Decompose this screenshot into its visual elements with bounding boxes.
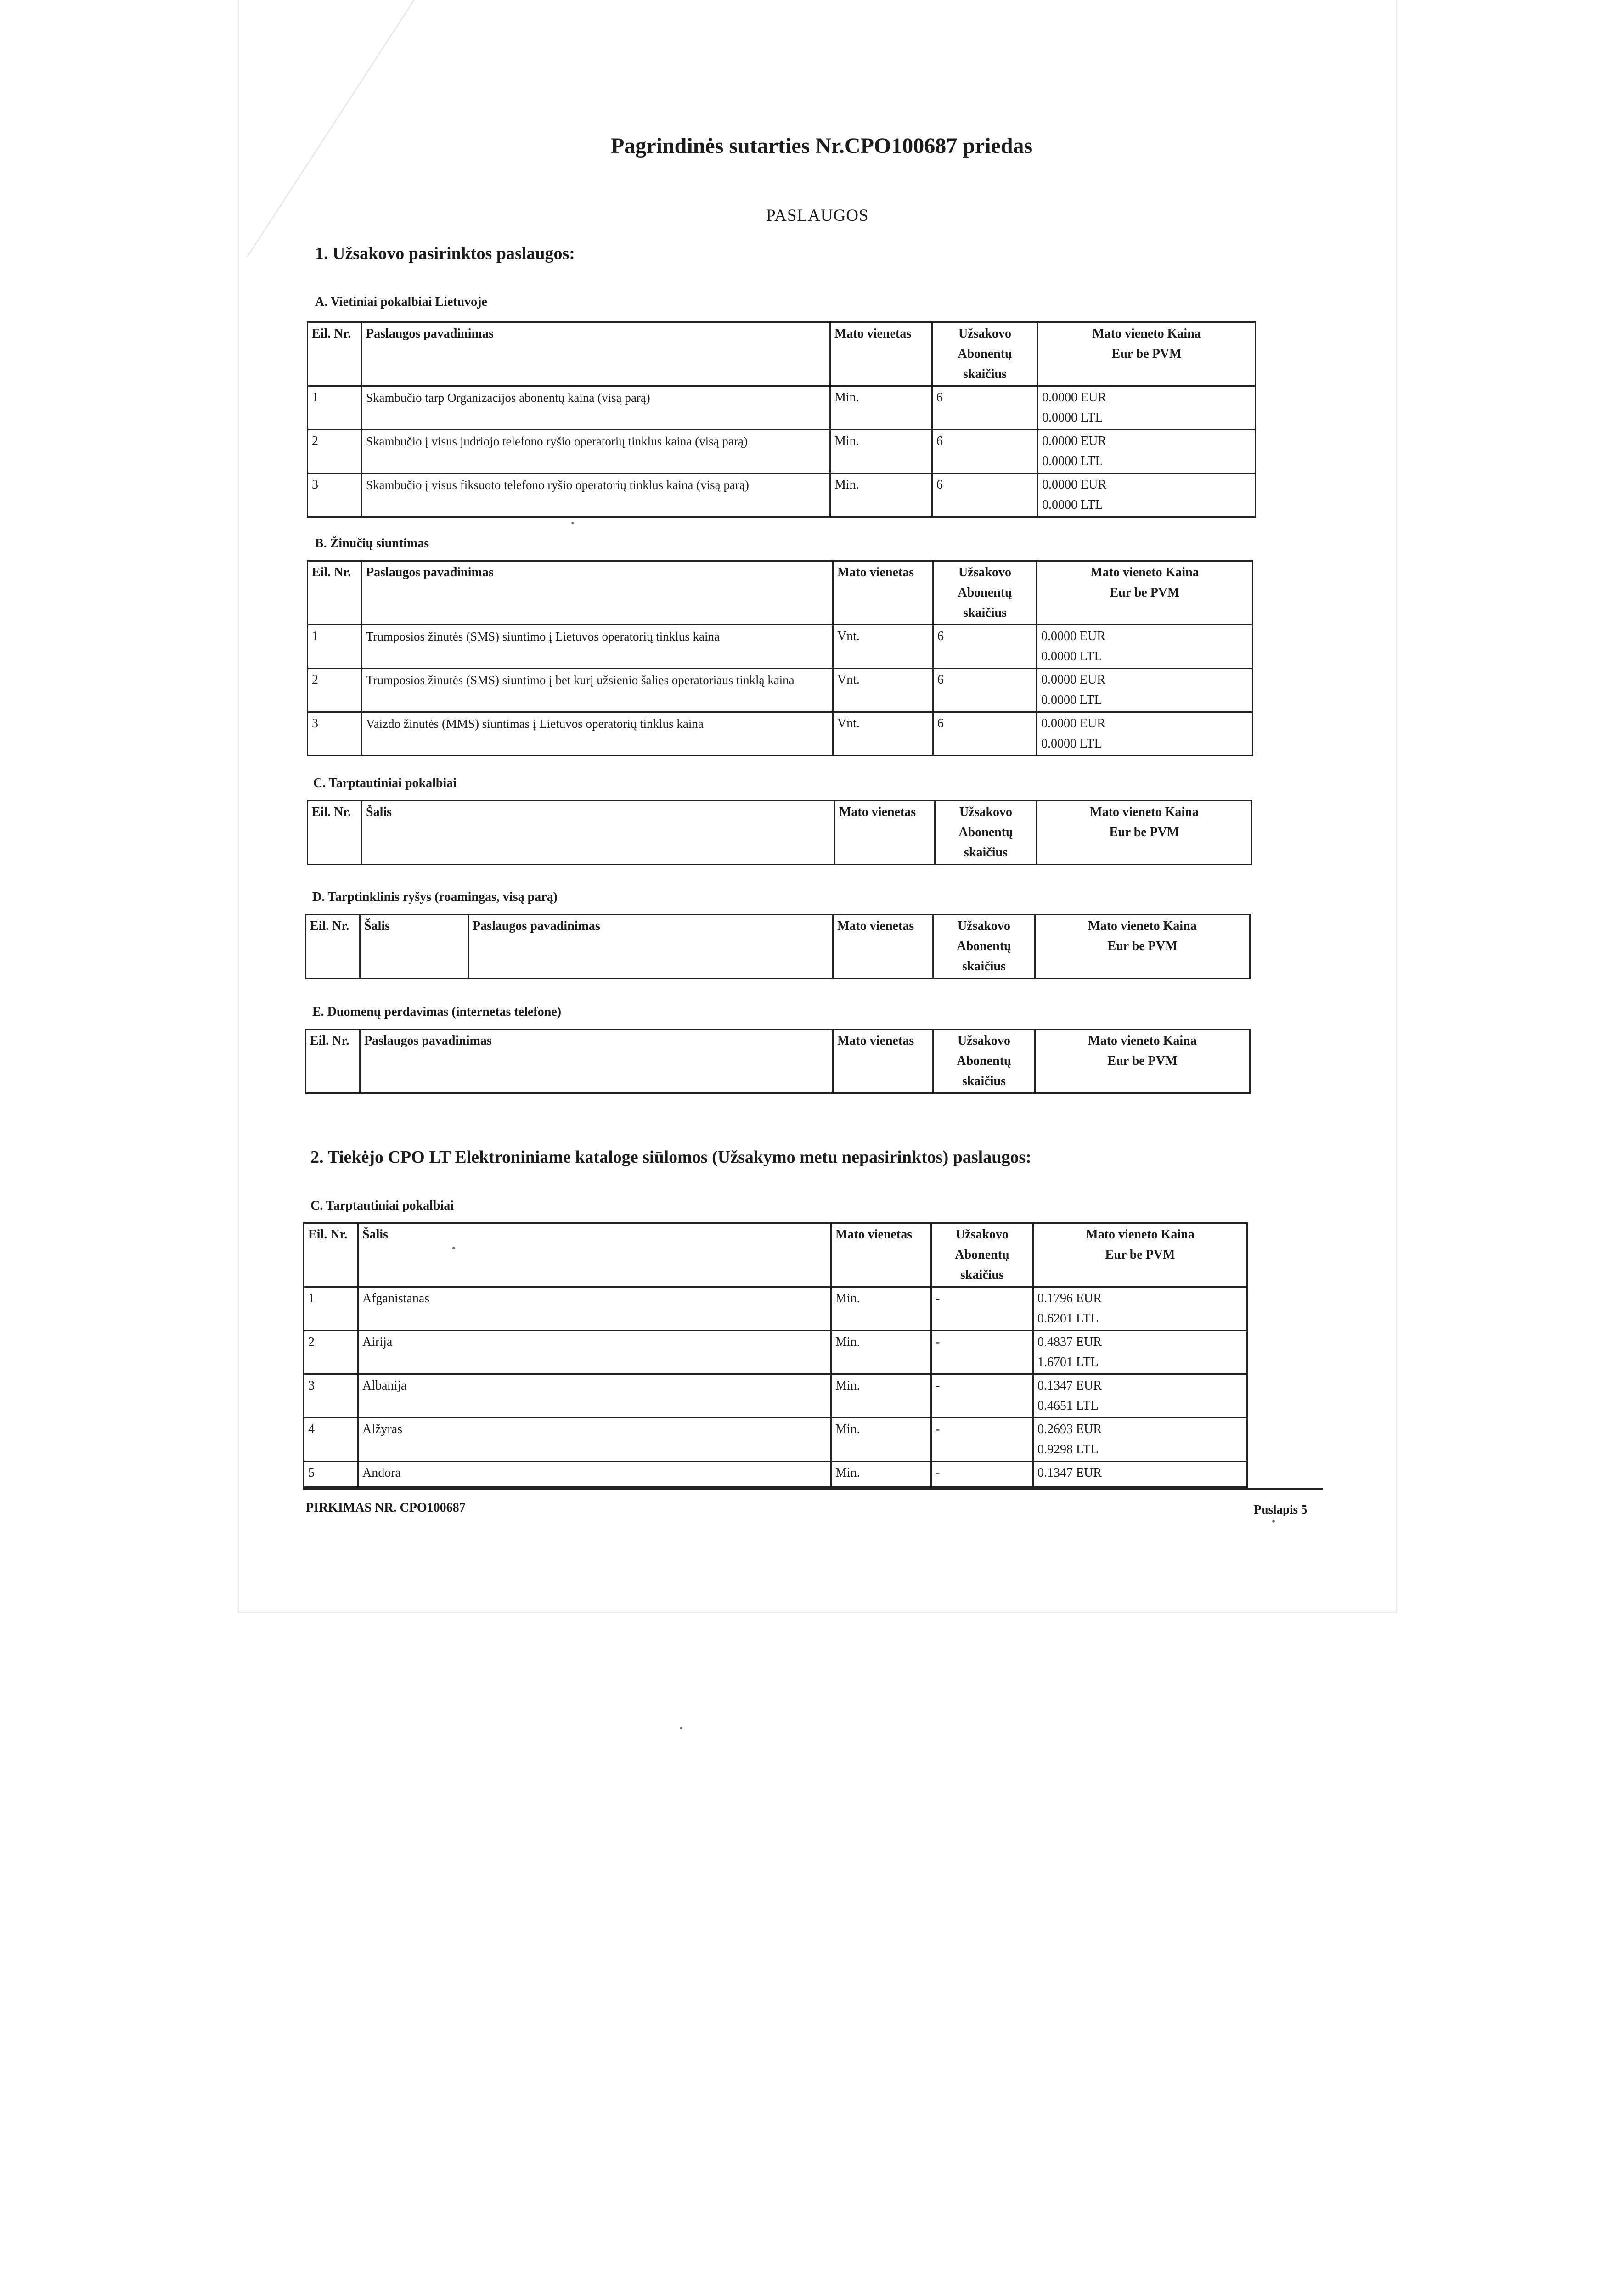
cell-nr: 4 bbox=[304, 1418, 358, 1462]
cell-price: 0.1347 EUR bbox=[1033, 1462, 1247, 1487]
cell-unit: Min. bbox=[831, 1287, 931, 1331]
table-header-row bbox=[308, 801, 1252, 865]
header-kaina: Mato vieneto Kaina Eur be PVM bbox=[1037, 561, 1253, 625]
scan-speck bbox=[452, 1247, 455, 1249]
footer-separator bbox=[303, 1488, 1323, 1490]
header-mato-vienetas: Mato vienetas bbox=[831, 1223, 931, 1287]
table-row bbox=[308, 473, 1256, 517]
cell-unit: Min. bbox=[831, 1418, 931, 1462]
cell-unit: Min. bbox=[830, 386, 932, 430]
header-paslaugos: Paslaugos pavadinimas bbox=[360, 1030, 833, 1093]
header-paslaugos: Paslaugos pavadinimas bbox=[468, 915, 833, 979]
cell-nr: 2 bbox=[308, 430, 362, 473]
header-eil-nr: Eil. Nr. bbox=[306, 1030, 360, 1093]
footer-purchase-number: PIRKIMAS NR. CPO100687 bbox=[306, 1501, 466, 1515]
header-uzsakovo: Užsakovo Abonentų skaičius bbox=[935, 801, 1037, 865]
cell-count: 6 bbox=[932, 473, 1038, 517]
cell-price: 0.0000 EUR 0.0000 LTL bbox=[1037, 712, 1253, 756]
cell-nr: 1 bbox=[308, 386, 362, 430]
header-salis: Šalis bbox=[360, 915, 468, 979]
cell-name: Skambučio į visus fiksuoto telefono ryšio operatorių tinklus kaina (visą parą) bbox=[362, 473, 830, 517]
header-mato-vienetas: Mato vienetas bbox=[830, 322, 932, 386]
cell-count: 6 bbox=[933, 669, 1037, 712]
table-b-title: B. Žinučių siuntimas bbox=[315, 536, 429, 551]
document-title: Pagrindinės sutarties Nr.CPO100687 priedas bbox=[611, 134, 1033, 158]
table-row bbox=[308, 669, 1253, 712]
cell-nr: 3 bbox=[304, 1374, 358, 1418]
header-kaina: Mato vieneto Kaina Eur be PVM bbox=[1035, 915, 1250, 979]
cell-nr: 1 bbox=[304, 1287, 358, 1331]
header-salis: Šalis bbox=[358, 1223, 831, 1287]
header-uzsakovo: Užsakovo Abonentų skaičius bbox=[931, 1223, 1033, 1287]
cell-nr: 1 bbox=[308, 625, 362, 669]
header-mato-vienetas: Mato vienetas bbox=[835, 801, 935, 865]
table-row bbox=[304, 1331, 1247, 1374]
table-row bbox=[304, 1287, 1247, 1331]
section2-heading: 2. Tiekėjo CPO LT Elektroniniame kataloge siūlomos (Užsakymo metu nepasirinktos) paslaugos: bbox=[310, 1148, 1031, 1167]
footer-page-number: Puslapis 5 bbox=[1254, 1503, 1308, 1516]
table-c bbox=[307, 800, 1252, 865]
table-header-row bbox=[304, 1223, 1247, 1287]
cell-count: - bbox=[931, 1418, 1033, 1462]
header-paslaugos: Paslaugos pavadinimas bbox=[362, 322, 830, 386]
table-a-title: A. Vietiniai pokalbiai Lietuvoje bbox=[315, 295, 487, 309]
cell-nr: 5 bbox=[304, 1462, 358, 1487]
table-d bbox=[305, 914, 1251, 979]
header-uzsakovo: Užsakovo Abonentų skaičius bbox=[933, 915, 1035, 979]
table-row bbox=[304, 1374, 1247, 1418]
cell-price: 0.0000 EUR 0.0000 LTL bbox=[1037, 669, 1253, 712]
cell-count: 6 bbox=[933, 625, 1037, 669]
cell-count: 6 bbox=[933, 712, 1037, 756]
cell-name: Alžyras bbox=[358, 1418, 831, 1462]
cell-price: 0.0000 EUR 0.0000 LTL bbox=[1038, 430, 1256, 473]
cell-price: 0.1347 EUR 0.4651 LTL bbox=[1033, 1374, 1247, 1418]
header-paslaugos: Paslaugos pavadinimas bbox=[362, 561, 833, 625]
header-kaina: Mato vieneto Kaina Eur be PVM bbox=[1037, 801, 1252, 865]
cell-price: 0.0000 EUR 0.0000 LTL bbox=[1038, 386, 1256, 430]
table-row bbox=[304, 1462, 1247, 1487]
cell-unit: Min. bbox=[831, 1462, 931, 1487]
cell-nr: 2 bbox=[304, 1331, 358, 1374]
cell-name: Afganistanas bbox=[358, 1287, 831, 1331]
table-row bbox=[308, 430, 1256, 473]
cell-unit: Vnt. bbox=[833, 712, 933, 756]
cell-unit: Vnt. bbox=[833, 625, 933, 669]
table-c2 bbox=[303, 1222, 1248, 1488]
table-header-row bbox=[306, 1030, 1250, 1093]
cell-name: Skambučio į visus judriojo telefono ryšio operatorių tinklus kaina (visą parą) bbox=[362, 430, 830, 473]
table-row bbox=[308, 712, 1253, 756]
cell-name: Trumposios žinutės (SMS) siuntimo į bet kurį užsienio šalies operatoriaus tinklą kaina bbox=[362, 669, 833, 712]
table-row bbox=[308, 625, 1253, 669]
cell-price: 0.2693 EUR 0.9298 LTL bbox=[1033, 1418, 1247, 1462]
cell-name: Trumposios žinutės (SMS) siuntimo į Lietuvos operatorių tinklus kaina bbox=[362, 625, 833, 669]
cell-name: Airija bbox=[358, 1331, 831, 1374]
header-kaina: Mato vieneto Kaina Eur be PVM bbox=[1033, 1223, 1247, 1287]
header-eil-nr: Eil. Nr. bbox=[308, 561, 362, 625]
cell-unit: Vnt. bbox=[833, 669, 933, 712]
cell-name: Albanija bbox=[358, 1374, 831, 1418]
cell-price: 0.4837 EUR 1.6701 LTL bbox=[1033, 1331, 1247, 1374]
cell-count: - bbox=[931, 1462, 1033, 1487]
cell-name: Andora bbox=[358, 1462, 831, 1487]
cell-nr: 2 bbox=[308, 669, 362, 712]
header-eil-nr: Eil. Nr. bbox=[306, 915, 360, 979]
header-kaina: Mato vieneto Kaina Eur be PVM bbox=[1035, 1030, 1250, 1093]
header-eil-nr: Eil. Nr. bbox=[308, 322, 362, 386]
header-uzsakovo: Užsakovo Abonentų skaičius bbox=[932, 322, 1038, 386]
header-uzsakovo: Užsakovo Abonentų skaičius bbox=[933, 1030, 1035, 1093]
header-uzsakovo: Užsakovo Abonentų skaičius bbox=[933, 561, 1037, 625]
cell-unit: Min. bbox=[831, 1374, 931, 1418]
cell-count: - bbox=[931, 1287, 1033, 1331]
table-header-row bbox=[308, 561, 1253, 625]
cell-count: - bbox=[931, 1331, 1033, 1374]
header-salis: Šalis bbox=[362, 801, 835, 865]
scan-speck bbox=[571, 522, 574, 524]
header-mato-vienetas: Mato vienetas bbox=[833, 561, 933, 625]
table-b bbox=[307, 560, 1253, 756]
cell-name: Vaizdo žinutės (MMS) siuntimas į Lietuvos operatorių tinklus kaina bbox=[362, 712, 833, 756]
scan-speck bbox=[1272, 1520, 1275, 1523]
table-row bbox=[308, 386, 1256, 430]
table-d-title: D. Tarptinklinis ryšys (roamingas, visą parą) bbox=[312, 890, 558, 904]
table-c2-title: C. Tarptautiniai pokalbiai bbox=[310, 1199, 454, 1213]
section1-heading: 1. Užsakovo pasirinktos paslaugos: bbox=[315, 244, 575, 263]
table-c-title: C. Tarptautiniai pokalbiai bbox=[313, 776, 457, 790]
header-eil-nr: Eil. Nr. bbox=[304, 1223, 358, 1287]
cell-nr: 3 bbox=[308, 473, 362, 517]
scan-speck bbox=[680, 1727, 682, 1729]
table-e-title: E. Duomenų perdavimas (internetas telefone) bbox=[312, 1005, 562, 1019]
table-row bbox=[304, 1418, 1247, 1462]
header-kaina: Mato vieneto Kaina Eur be PVM bbox=[1038, 322, 1256, 386]
document-subtitle: PASLAUGOS bbox=[766, 206, 869, 225]
table-e bbox=[305, 1029, 1251, 1094]
cell-name: Skambučio tarp Organizacijos abonentų kaina (visą parą) bbox=[362, 386, 830, 430]
table-a bbox=[307, 321, 1256, 518]
cell-price: 0.0000 EUR 0.0000 LTL bbox=[1038, 473, 1256, 517]
cell-nr: 3 bbox=[308, 712, 362, 756]
cell-unit: Min. bbox=[830, 473, 932, 517]
header-mato-vienetas: Mato vienetas bbox=[833, 1030, 933, 1093]
cell-price: 0.1796 EUR 0.6201 LTL bbox=[1033, 1287, 1247, 1331]
table-header-row bbox=[306, 915, 1250, 979]
header-eil-nr: Eil. Nr. bbox=[308, 801, 362, 865]
table-header-row bbox=[308, 322, 1256, 386]
cell-price: 0.0000 EUR 0.0000 LTL bbox=[1037, 625, 1253, 669]
cell-count: 6 bbox=[932, 430, 1038, 473]
header-mato-vienetas: Mato vienetas bbox=[833, 915, 933, 979]
cell-count: 6 bbox=[932, 386, 1038, 430]
cell-unit: Min. bbox=[830, 430, 932, 473]
cell-unit: Min. bbox=[831, 1331, 931, 1374]
cell-count: - bbox=[931, 1374, 1033, 1418]
